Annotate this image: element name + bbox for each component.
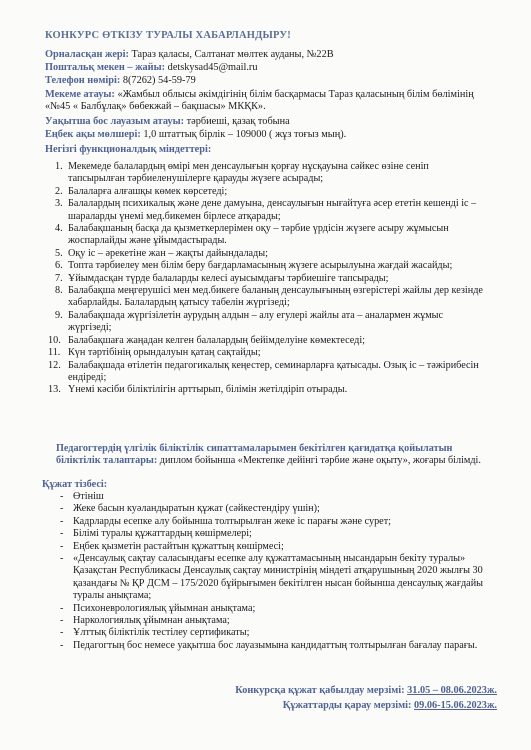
duty-item: 2. Балаларға алғашқы көмек көрсетеді; <box>55 185 228 197</box>
doc-item: - Педагогтың бос немесе уақытша бос лауазымына кандидаттың толтырылған бағалау парағы. <box>60 639 478 651</box>
email-label: Поштальқ мекен – жайы: <box>45 62 166 73</box>
institution-line <box>45 89 485 114</box>
submission-deadline <box>235 685 497 696</box>
review-deadline-date: 09.06-15.06.2023ж. <box>414 700 497 711</box>
duty-item: 10. Балабақшаға жаңадан келген балалардың бейімделуіне көмектеседі; <box>48 334 365 346</box>
docs-title: Құжат тізбесі: <box>42 479 108 490</box>
duty-item: 12. Балабақшада өтілетін педагогикалық кеңестер, семинарларға қатысады. Озық іс – тәжірибесін ендіреді; <box>48 359 479 383</box>
salary-value: 1,0 штаттық бірлік – 109000 ( жұз тоғыз мың). <box>140 129 347 140</box>
submission-deadline-date: 31.05 – 08.06.2023ж. <box>407 685 497 696</box>
requirements-value: диплом бойынша «Мектепке дейінгі тәрбие және оқыту», жоғары білімді. <box>157 455 481 467</box>
doc-item: - Жеке басын куәландыратын құжат (сәйкестендіру үшін); <box>60 503 320 515</box>
vacancy-value: тәрбиеші, қазақ тобына <box>184 116 290 127</box>
duty-item: 13. Үнемі кәсіби біліктілігін арттырып, білімін жетілдіріп отырады. <box>48 384 348 396</box>
duty-item: 3. Балалардың психикалық және дене дамуына, денсаулығын нығайтуға әсер ететін кешенді іс – шараларды үнемі мед.бикемен бірлесе атқарады; <box>55 198 477 222</box>
doc-item: - Психоневрологиялық ұйымнан анықтама; <box>60 602 256 614</box>
duty-item: 1. Мекемеде балалардың өмірі мен денсаулығын қорғау нұсқауына сәйкес өзіне сеніп тапсырылған тәрбиеленушілерге қарауды жүзеге асырады; <box>55 161 429 185</box>
doc-item: - Ұлттық біліктілік тестілеу сертификаты; <box>60 627 250 639</box>
review-deadline <box>283 700 497 711</box>
location-line <box>45 48 334 61</box>
requirements-block <box>56 443 492 468</box>
doc-item: - Өтініш <box>60 491 104 502</box>
phone-label: Телефон нөмірі: <box>45 75 121 86</box>
submission-deadline-label: Конкурсқа құжат қабылдау мерзімі: <box>235 685 408 696</box>
phone-value: 8(7262) 54-59-79 <box>120 75 196 86</box>
email-line <box>45 61 258 74</box>
requirements-label: Педагогтердің үлгілік біліктілік сипаттамаларымен бекітілген қағидатқа қойылатын біліктілік талаптары: <box>56 443 453 467</box>
salary-label: Еңбек ақы мөлшері: <box>45 129 141 140</box>
duty-item: 7. Ұйымдасқан түрде балаларды келесі ауысымдағы тәрбиешіге тапсырады; <box>55 272 389 284</box>
duties-title: Негізгі функционалдық міндеттері: <box>45 144 212 155</box>
doc-item: - Наркологиялық ұйымнан анықтама; <box>60 615 230 627</box>
doc-item: - «Денсаулық сақтау саласындағы есепке алу құжаттамасының нысандарын бекіту туралы» Қазақстан Республикасы Денсаулық сақтау министрінің міндеті атқарушының 2020 жылғы 30 қазандағы № ҚР ДСМ – 175/2020 бұйрығымен бекітілген нысан бойынша денсаулық жағдайы туралы анықтама; <box>60 553 484 602</box>
salary-line <box>45 128 346 141</box>
duty-item: 4. Балабақшаның басқа да қызметкерлерімен оқу – тәрбие үрдісін жүзеге асыру жұмысын жоспарлайды және ұйымдастырады. <box>55 223 449 247</box>
duties-title-line <box>45 143 211 156</box>
vacancy-line <box>45 115 290 128</box>
duty-item: 5. Оқу іс – әрекетіне жан – жақты дайындалады; <box>55 247 268 259</box>
location-value: Тараз қаласы, Салтанат мөлтек ауданы, №22В <box>128 49 334 60</box>
phone-line <box>45 74 196 87</box>
docs-list <box>60 491 496 652</box>
review-deadline-label: Құжаттарды қарау мерзімі: <box>282 700 415 711</box>
location-label: Орналасқан жері: <box>45 49 129 60</box>
duty-item: 6. Топта тәрбиелеу мен білім беру бағдарламасының жүзеге асырылуына жағдай жасайды; <box>55 260 453 272</box>
email-link[interactable]: detskysad45@mail.ru <box>165 62 258 73</box>
duty-item: 9. Балабақшада жүргізілетін аурудың алдын – алу егулері жайлы ата – аналармен жұмыс жүргізеді; <box>55 309 444 334</box>
duty-item: 11. Күн тәртібінің орындалуын қатаң сақтайды; <box>48 347 261 359</box>
duties-list <box>48 161 486 397</box>
duty-item: 8. Балабақша меңгерушісі мен мед.бикеге баланың денсаулығының өзгерістері жайлы дер кезінде хабарлайды. Балалардың қатысу табелін жүргізеді; <box>55 285 483 309</box>
doc-item: - Еңбек қызметін растайтын құжаттың көшірмесі; <box>60 540 284 552</box>
doc-item: - Кадрларды есепке алу бойынша толтырылған жеке іс парағы және сурет; <box>60 515 391 527</box>
institution-label: Мекеме атауы: <box>45 89 115 100</box>
vacancy-label: Уақытша бос лауазым атауы: <box>45 116 185 127</box>
institution-value: «Жамбыл облысы әкімдігінің білім басқармасы Тараз қаласының білім бөлімінің «№45 « Балбұлақ» бөбекжай – бақшасы» МКҚК». <box>45 89 474 113</box>
doc-item: - Білімі туралы құжаттардың көшірмелері; <box>60 528 252 540</box>
page-title: КОНКУРС ӨТКІЗУ ТУРАЛЫ ХАБАРЛАНДЫРУ! <box>45 30 292 41</box>
